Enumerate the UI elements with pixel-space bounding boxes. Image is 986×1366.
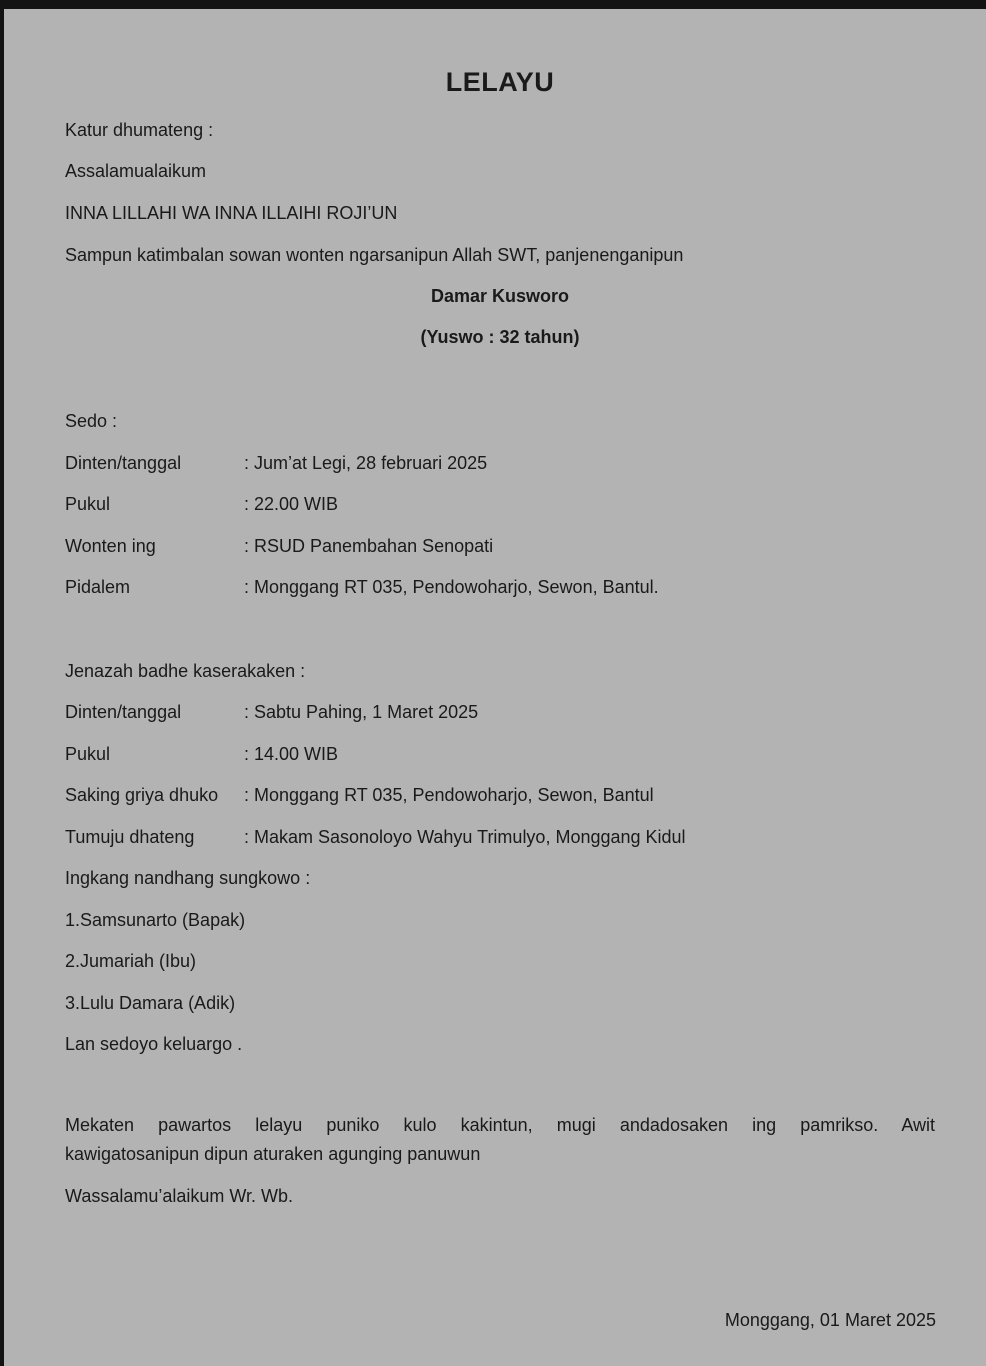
death-date-value: : Jum’at Legi, 28 februari 2025 (244, 453, 488, 473)
burial-origin-value: : Monggang RT 035, Pendowoharjo, Sewon, Bantul (244, 785, 654, 805)
residence-value: : Monggang RT 035, Pendowoharjo, Sewon, Bantul. (244, 577, 659, 597)
burial-time-value: : 14.00 WIB (244, 744, 339, 764)
death-heading: Sedo : (65, 411, 118, 431)
salam: Assalamualaikum (65, 161, 207, 181)
death-time-label: Pukul (65, 494, 111, 514)
burial-date-label: Dinten/tanggal (65, 702, 182, 722)
intro-text: Sampun katimbalan sowan wonten ngarsanipun Allah SWT, panjenenganipun (65, 245, 684, 265)
mourners-closing: Lan sedoyo keluargo . (65, 1034, 243, 1054)
mourner-item: 1.Samsunarto (Bapak) (65, 910, 246, 930)
burial-origin-label: Saking griya dhuko (65, 785, 219, 805)
closing-paragraph-line-2: kawigatosanipun dipun aturaken agunging panuwun (65, 1144, 481, 1164)
death-date-label: Dinten/tanggal (65, 453, 182, 473)
burial-time-label: Pukul (65, 744, 111, 764)
closing-paragraph (65, 1111, 935, 1169)
closing-paragraph-line-1: Mekaten pawartos lelayu puniko kulo kakintun, mugi andadosaken ing pamrikso. Awit (65, 1115, 935, 1135)
place-date: Monggang, 01 Maret 2025 (724, 1310, 936, 1330)
burial-destination-label: Tumuju dhateng (65, 827, 195, 847)
death-place-label: Wonten ing (65, 536, 156, 556)
burial-destination-value: : Makam Sasonoloyo Wahyu Trimulyo, Monggang Kidul (244, 827, 686, 847)
burial-date-value: : Sabtu Pahing, 1 Maret 2025 (244, 702, 479, 722)
residence-label: Pidalem (65, 577, 131, 597)
salam-closing: Wassalamu’alaikum Wr. Wb. (65, 1186, 294, 1206)
deceased-age: (Yuswo : 32 tahun) (420, 327, 580, 347)
greeting: Katur dhumateng : (65, 120, 214, 140)
death-place-value: : RSUD Panembahan Senopati (244, 536, 494, 556)
mourner-item: 2.Jumariah (Ibu) (65, 951, 197, 971)
mourner-item: 3.Lulu Damara (Adik) (65, 993, 236, 1013)
mourners-heading: Ingkang nandhang sungkowo : (65, 868, 311, 888)
document-title: LELAYU (445, 67, 555, 97)
deceased-name: Damar Kusworo (430, 286, 570, 306)
obituary-document (4, 9, 986, 1366)
burial-heading: Jenazah badhe kaserakaken : (65, 661, 306, 681)
istirja: INNA LILLAHI WA INNA ILLAIHI ROJI’UN (65, 203, 398, 223)
death-time-value: : 22.00 WIB (244, 494, 339, 514)
